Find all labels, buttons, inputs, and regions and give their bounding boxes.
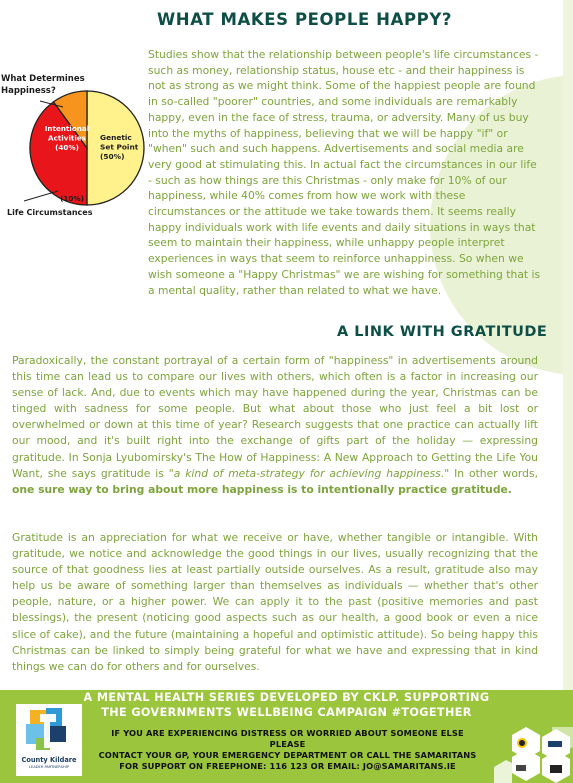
county-kildare-logo: [16, 704, 82, 776]
pie-slice-label: Genetic: [100, 133, 132, 142]
gratitude-paragraph-2: Gratitude is an appreciation for what we receive or have, whether tangible or intangible. With gratitude, we notice and acknowledge the good things in our lives, usually recognizing that the source of that goodness lies at least partially outside ourselves. As a result, gratitude also may help us be aware of something larger than themselves as individuals — whether that's other people, nature, or a higher power. We can apply it to the past (positive memories and past blessings), the present (noticing good aspects such as our health, a good book or even a nice slice of cake), and the future (maintaining a hopeful and optimistic attitude). So being happy this Christmas can be linked to simply being grateful for what we have and expressing that in kind things we can do for others and for ourselves.: [12, 531, 538, 673]
lyubomirsky-quote: a kind of meta-strategy for achieving happiness.: [173, 466, 445, 480]
pie-slice-label: (50%): [100, 152, 125, 161]
gratitude-paragraph-1-text: Paradoxically, the constant portrayal of a certain form of "happiness" in advertisements around this time can lead us to compare our lives with others, which often is a factor in increasing our sense of lack. And, due to events which may have happened during the year, Christmas can be tinged with sadness for some people. But what about those who just feel a bit lost or overwhelmed or down at this time of year? Research suggests that one practice can actually lift our mood, and it's built right into the exchange of gifts part of the holiday — expressing gratitude. In Sonja Lyubomirsky's The How of Happiness: A New Approach to Getting the Life You Want, she says gratitude is ": [12, 354, 538, 480]
chart-title-line-1: What Determines: [1, 74, 85, 84]
footer-support-line: FOR SUPPORT ON FREEPHONE: 116 123 OR EMAIL: JO@SAMARITANS.IE: [119, 761, 456, 771]
pie-slice-label: Set Point: [100, 142, 139, 152]
footer-support-line: IF YOU ARE EXPERIENCING DISTRESS OR WORRIED ABOUT SOMEONE ELSE PLEASE: [111, 728, 464, 749]
gratitude-paragraph-1-join: " In other words,: [444, 466, 538, 480]
footer-series-line-1: A MENTAL HEALTH SERIES DEVELOPED BY CKLP. SUPPORTING: [83, 691, 490, 704]
section-heading-gratitude: A LINK WITH GRATITUDE: [337, 324, 548, 340]
pie-slice-label: Intentional: [44, 124, 90, 133]
logo-subtitle: LEADER PARTNERSHIP: [29, 765, 69, 769]
footer-series-line-2: THE GOVERNMENTS WELLBEING CAMPAIGN #TOGETHER: [101, 706, 472, 719]
decorative-edge: [563, 0, 573, 783]
page-title: WHAT MAKES PEOPLE HAPPY?: [157, 10, 453, 29]
pie-chart: [0, 58, 150, 228]
intro-paragraph: Studies show that the relationship between people's life circumstances - such as money, relationship status, house etc - and their happiness is not as strong as we might think. Some of the happiest people are found in so-called "poorer" countries, and some individuals are remarkably happy, even in the face of stress, trauma, or adversity. Many of us buy into the myths of happiness, believing that we will be happy "if" or "when" such and such happens. Advertisements and social media are very good at stimulating this. In actual fact the circumstances in our life - such as how things are this Christmas - only make for 10% of our happiness, while 40% comes from how we work with these circumstances or the attitude we take towards them. It seems really happy individuals work with life events and daily situations in ways that seem to maintain their happiness, while unhappy people interpret experiences in ways that seem to reinforce unhappiness. So when we wish someone a "Happy Christmas" we are wishing for something that is a mental quality, rather than related to what we have.: [148, 48, 541, 297]
gratitude-key-sentence: one sure way to bring about more happiness is to intentionally practice gratitude.: [12, 482, 512, 496]
gratitude-paragraph-1: [12, 353, 538, 498]
pie-slice-label: (40%): [55, 143, 79, 152]
logo-name: County Kildare: [21, 756, 77, 764]
footer-support-line: CONTACT YOUR GP, YOUR EMERGENCY DEPARTMENT OR CALL THE SAMARITANS: [98, 750, 477, 760]
county-kildare-emblem-icon: [16, 704, 82, 756]
partner-logos-hex-pattern: [492, 727, 573, 783]
pie-slice-label: (10%): [60, 194, 84, 203]
pie-slice-label: Activities: [48, 133, 86, 143]
chart-slice-label-life-circumstances: Life Circumstances: [7, 208, 93, 217]
footer-banner: [0, 690, 573, 783]
chart-title-line-2: Happiness?: [1, 86, 56, 96]
pie-leader-line: [24, 191, 58, 201]
footer-support-info: [95, 728, 480, 772]
chart-title: [1, 73, 85, 97]
